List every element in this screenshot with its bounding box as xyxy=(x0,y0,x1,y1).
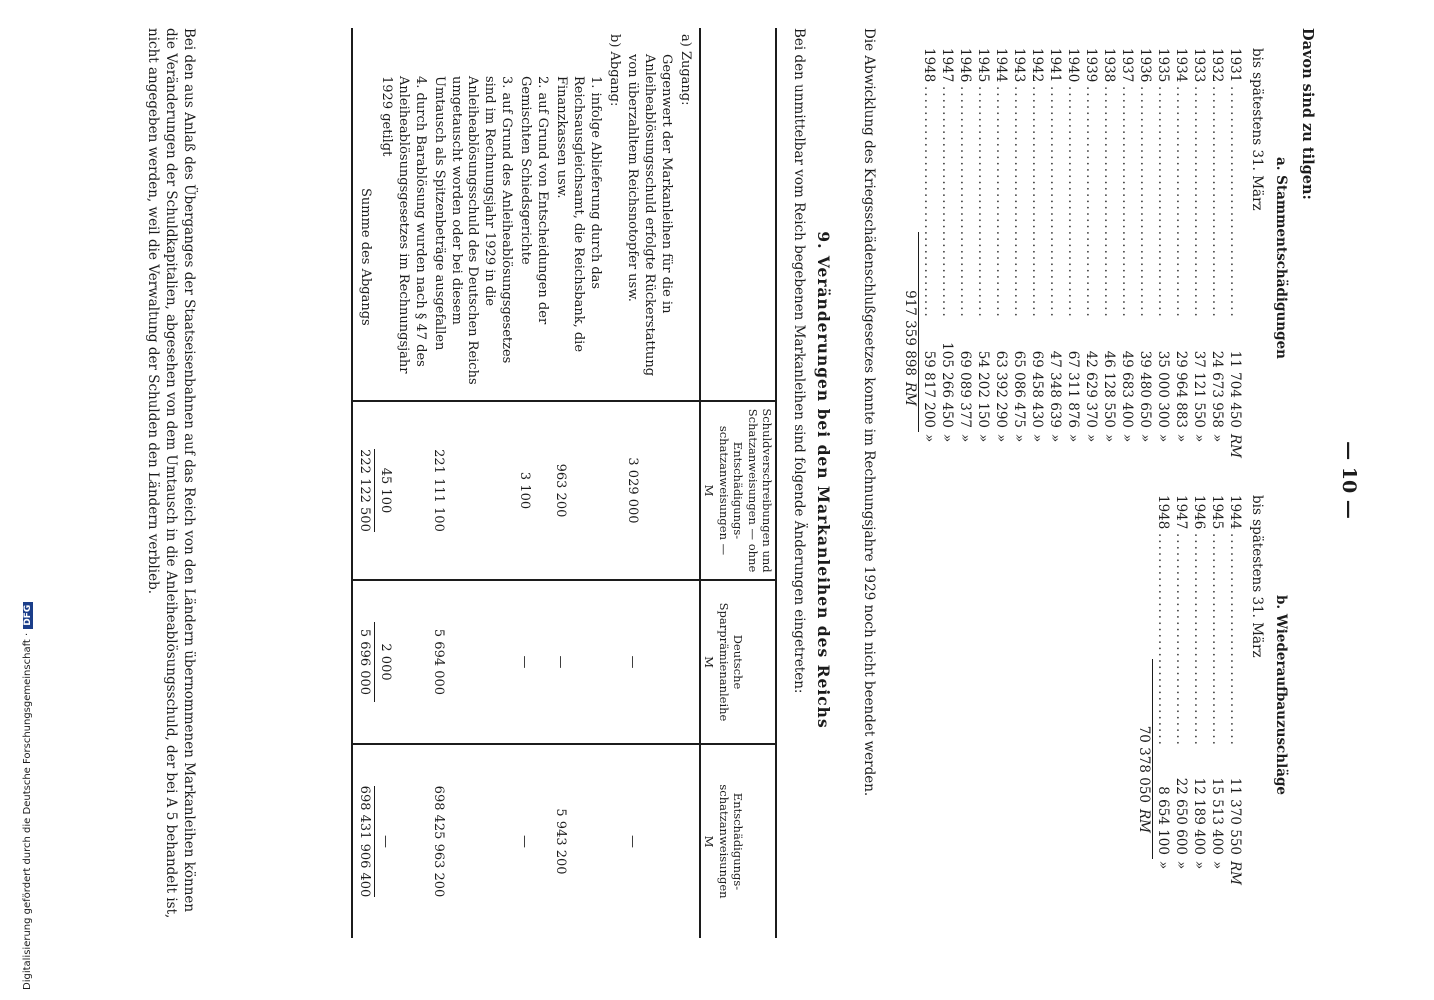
stammentschaedigungen-column xyxy=(898,48,1289,468)
abgang-item-text: auf Grund von Entscheidungen der Gemischten Schiedsgerichte xyxy=(518,76,550,325)
unit: » xyxy=(993,434,1010,443)
amount: 67 311 876 xyxy=(1065,350,1082,428)
year: 1945 xyxy=(975,48,992,83)
section-title: 9. Veränderungen bei den Markanleihen des Reichs xyxy=(814,231,833,729)
abgang-c3: 698 425 963 200 xyxy=(429,744,515,938)
leader-dots xyxy=(1226,86,1244,320)
zugang-label-row xyxy=(675,28,700,938)
amount: 63 392 290 xyxy=(993,350,1010,428)
zugang-c3: — xyxy=(623,744,676,938)
page-number: — 10 — xyxy=(1338,441,1360,519)
empty-cell xyxy=(604,401,623,580)
abgang-item-label xyxy=(429,28,515,401)
year-row xyxy=(955,48,973,468)
final-paragraph: Bei den aus Anlaß des Überganges der Staatseisenbahnen auf das Reich von den Ländern übernommenen Markanleihen können die Veränderungen der Schuldkapitalien, abgesehen von dem Umtausch in die Anleiheablösungsschuld, der bei A 5 behandelt ist, nicht angegeben werden, weil die Verwaltung der Schulden den Ländern verblieb. xyxy=(145,28,197,919)
abgang-row xyxy=(551,28,604,938)
empty-cell xyxy=(675,744,700,938)
year-row xyxy=(937,48,955,468)
header-c3-unit: M xyxy=(702,835,717,848)
abgang-items xyxy=(376,28,604,938)
leader-dots xyxy=(974,86,992,320)
leader-dots xyxy=(992,86,1010,320)
year-row xyxy=(1009,48,1027,468)
year: 1946 xyxy=(1191,495,1208,530)
year-row xyxy=(1135,48,1153,468)
section-intro: Bei den unmittelbar vom Reich begebenen Markanleihen sind folgende Änderungen eingetreten: xyxy=(791,28,807,694)
leader-dots xyxy=(1190,86,1208,320)
year-row xyxy=(1027,48,1045,468)
year: 1938 xyxy=(1101,48,1118,83)
unit: » xyxy=(1137,434,1154,443)
unit: » xyxy=(921,434,938,443)
year-row xyxy=(1189,495,1207,895)
year: 1933 xyxy=(1191,48,1208,83)
sum-c3-cell xyxy=(352,744,376,938)
abgang-label: b) Abgang: xyxy=(606,34,622,107)
leader-dots xyxy=(1100,86,1118,320)
leader-dots xyxy=(1118,86,1136,320)
year-row xyxy=(1171,48,1189,468)
sum-row xyxy=(352,28,376,938)
year-row xyxy=(1117,48,1135,468)
year-row xyxy=(1207,48,1225,468)
unit: RM xyxy=(1227,434,1244,458)
abgang-item-number: 1. xyxy=(587,76,603,89)
amount: 47 348 639 xyxy=(1047,350,1064,428)
unit: » xyxy=(1173,434,1190,443)
empty-cell xyxy=(675,580,700,744)
abgang-item-number: 3. xyxy=(499,76,515,89)
abgang-c1: 3 100 xyxy=(515,401,551,580)
abgang-item-number: 2. xyxy=(535,76,550,89)
unit: » xyxy=(939,434,956,443)
year: 1943 xyxy=(1011,48,1028,83)
sum-c2: 5 696 000 xyxy=(356,622,375,702)
leader-dots xyxy=(1172,533,1190,747)
year: 1948 xyxy=(921,48,938,83)
abgang-c2: 5 694 000 xyxy=(429,580,515,744)
unit: » xyxy=(1047,434,1064,443)
year-row xyxy=(1045,48,1063,468)
amount: 35 000 300 xyxy=(1155,350,1172,428)
col-a-total-row xyxy=(898,232,919,432)
leader-dots xyxy=(1136,86,1154,320)
amount: 46 128 550 xyxy=(1101,350,1118,428)
year: 1945 xyxy=(1209,495,1226,530)
year: 1934 xyxy=(1173,48,1190,83)
year-row xyxy=(1171,495,1189,895)
year-row xyxy=(1081,48,1099,468)
header-c1 xyxy=(700,401,776,580)
sum-c1-cell xyxy=(352,401,376,580)
zugang-label: a) Zugang: xyxy=(678,34,694,106)
empty-cell xyxy=(604,580,623,744)
leader-dots xyxy=(1226,533,1244,747)
empty-cell xyxy=(675,401,700,580)
abgang-item-text: auf Grund des Anleiheablösungsgesetzes sind im Rechnungsjahr 1929 in die Anleiheablösungsschuld des Deutschen Reichs umgetauscht worden oder bei diesem Umtausch als Spitzenbeträge ausgefallen xyxy=(431,76,515,385)
abwicklung-paragraph: Die Abwicklung des Kriegsschädenschlußgesetzes konnte im Rechnungsjahre 1929 noch nicht beendet werden. xyxy=(861,28,877,797)
col-a-total-unit: RM xyxy=(902,382,919,406)
amount: 69 458 430 xyxy=(1029,350,1046,428)
leader-dots xyxy=(1028,86,1046,320)
amount: 22 650 600 xyxy=(1173,777,1190,855)
unit: » xyxy=(1011,434,1028,443)
col-b-total-row xyxy=(1132,659,1153,859)
header-c3-text: Entschädigungs-schatzanweisungen xyxy=(716,784,746,899)
unit: » xyxy=(957,434,974,443)
amount: 65 086 475 xyxy=(1011,350,1028,428)
abgang-c2: — xyxy=(515,580,551,744)
abgang-c1: 221 111 100 xyxy=(429,401,515,580)
unit: » xyxy=(1155,861,1172,870)
amount: 11 704 450 xyxy=(1227,350,1244,428)
amount: 24 673 958 xyxy=(1209,350,1226,428)
abgang-row xyxy=(515,28,551,938)
amount: 12 189 400 xyxy=(1191,777,1208,855)
amount: 15 513 400 xyxy=(1209,777,1226,855)
year: 1935 xyxy=(1155,48,1172,83)
abgang-item-number: 4. xyxy=(412,76,428,89)
abgang-c3: 5 943 200 xyxy=(551,744,604,938)
year-row xyxy=(1189,48,1207,468)
year: 1941 xyxy=(1047,48,1064,83)
year-row xyxy=(1153,495,1171,895)
year: 1947 xyxy=(1173,495,1190,530)
abgang-c1: 45 100 xyxy=(376,401,429,580)
abgang-c1: 963 200 xyxy=(551,401,604,580)
abgang-item-label xyxy=(551,28,604,401)
header-c2-text: Deutsche Sparprämienanleihe xyxy=(716,602,746,722)
sum-c1: 222 122 500 xyxy=(356,449,375,532)
year: 1944 xyxy=(993,48,1010,83)
header-c2 xyxy=(700,580,776,744)
unit: » xyxy=(1209,861,1226,870)
leader-dots xyxy=(1082,86,1100,320)
year: 1931 xyxy=(1227,48,1244,83)
abgang-label-row xyxy=(604,28,623,938)
leader-dots xyxy=(1208,533,1226,747)
col-b-rows xyxy=(1153,495,1243,895)
leader-dots xyxy=(956,86,974,320)
unit: » xyxy=(1191,861,1208,870)
abgang-item-label xyxy=(515,28,551,401)
amount: 39 480 650 xyxy=(1137,350,1154,428)
sum-c2-cell xyxy=(352,580,376,744)
year-row xyxy=(973,48,991,468)
leader-dots xyxy=(938,86,956,320)
leader-dots xyxy=(1154,86,1172,320)
dfg-logo: DFG xyxy=(23,602,33,629)
unit: » xyxy=(975,434,992,443)
leader-dots xyxy=(1064,86,1082,320)
table-header-row xyxy=(700,28,776,938)
year-row xyxy=(1153,48,1171,468)
intro-heading: Davon sind zu tilgen: xyxy=(1299,28,1316,200)
leader-dots xyxy=(1208,86,1226,320)
year: 1948 xyxy=(1155,495,1172,530)
rotated-document-page xyxy=(67,0,1367,960)
col-b-total: 70 378 050 xyxy=(1136,725,1153,803)
markanleihen-changes-table xyxy=(351,28,777,938)
abgang-c2: 2 000 xyxy=(376,580,429,744)
year-row xyxy=(1207,495,1225,895)
col-a-rows xyxy=(919,48,1243,468)
header-label-cell xyxy=(700,28,776,401)
unit: » xyxy=(1029,434,1046,443)
amount: 29 964 883 xyxy=(1173,350,1190,428)
year-row xyxy=(919,48,937,468)
col-a-total: 917 359 898 xyxy=(902,290,919,376)
year: 1937 xyxy=(1119,48,1136,83)
unit: » xyxy=(1155,434,1172,443)
header-c1-unit: M xyxy=(702,484,717,497)
unit: » xyxy=(1065,434,1082,443)
abgang-row xyxy=(376,28,429,938)
header-c3 xyxy=(700,744,776,938)
year: 1946 xyxy=(957,48,974,83)
unit: » xyxy=(1083,434,1100,443)
empty-cell xyxy=(604,744,623,938)
col-b-subtitle: bis spätestens 31. März xyxy=(1249,495,1266,658)
year: 1947 xyxy=(939,48,956,83)
abgang-item-text: infolge Ablieferung durch das Reichsausgleichsamt, die Reichsbank, die Finanzkassen usw. xyxy=(553,76,603,353)
zugang-row xyxy=(623,28,676,938)
abgang-c3: — xyxy=(515,744,551,938)
leader-dots xyxy=(1154,533,1172,747)
col-a-title: a. Stammentschädigungen xyxy=(1273,157,1289,359)
amount: 49 683 400 xyxy=(1119,350,1136,428)
wiederaufbauzuschlaege-column xyxy=(1132,495,1289,895)
amount: 8 654 100 xyxy=(1155,786,1172,855)
unit: » xyxy=(1173,861,1190,870)
zugang-text: Gegenwert der Markanleihen für die in Anleiheablösungsschuld erfolgte Rückerstattung von überzahltem Reichsnotopfer usw. xyxy=(625,54,675,377)
leader-dots xyxy=(1010,86,1028,320)
year-row xyxy=(1099,48,1117,468)
year: 1939 xyxy=(1083,48,1100,83)
sum-c3: 698 431 906 400 xyxy=(356,786,375,898)
year-row xyxy=(1225,48,1243,468)
year-row xyxy=(1063,48,1081,468)
abgang-row xyxy=(429,28,515,938)
unit: » xyxy=(1101,434,1118,443)
col-a-subtitle: bis spätestens 31. März xyxy=(1249,48,1266,211)
zugang-c1: 3 029 000 xyxy=(623,401,676,580)
leader-dots xyxy=(1046,86,1064,320)
year-row xyxy=(1225,495,1243,895)
unit: » xyxy=(1119,434,1136,443)
abgang-item-text: durch Barablösung wurden nach § 47 des Anleiheablösungsgesetzes im Rechnungsjahr 1929 getilgt xyxy=(378,76,428,374)
abgang-c3: — xyxy=(376,744,429,938)
amount: 105 266 450 xyxy=(939,342,956,428)
year: 1932 xyxy=(1209,48,1226,83)
leader-dots xyxy=(920,86,938,320)
credit-text: Digitalisierung gefördert durch die Deutsche Forschungsgemeinschaft · xyxy=(22,632,33,990)
amount: 11 370 550 xyxy=(1227,777,1244,855)
year-row xyxy=(991,48,1009,468)
leader-dots xyxy=(1172,86,1190,320)
amount: 59 817 200 xyxy=(921,350,938,428)
year: 1944 xyxy=(1227,495,1244,530)
amount: 42 629 370 xyxy=(1083,350,1100,428)
unit: » xyxy=(1191,434,1208,443)
unit: » xyxy=(1209,434,1226,443)
header-c1-text: Schuldverschreibungen und Schatzanweisungen — ohne Entschädigungs-schatzanweisungen — xyxy=(716,408,774,573)
year: 1942 xyxy=(1029,48,1046,83)
abgang-item-label xyxy=(376,28,429,401)
amount: 69 089 377 xyxy=(957,350,974,428)
year: 1940 xyxy=(1065,48,1082,83)
unit: RM xyxy=(1227,861,1244,885)
year: 1936 xyxy=(1137,48,1154,83)
col-b-total-unit: RM xyxy=(1136,809,1153,833)
sum-label: Summe des Abgangs xyxy=(352,28,376,401)
amount: 37 121 550 xyxy=(1191,350,1208,428)
amount: 54 202 150 xyxy=(975,350,992,428)
digitization-credit xyxy=(22,602,33,990)
col-b-title: b. Wiederaufbauzuschläge xyxy=(1273,594,1289,795)
header-c2-unit: M xyxy=(702,656,717,668)
zugang-c2: — xyxy=(623,580,676,744)
abgang-c2: — xyxy=(551,580,604,744)
leader-dots xyxy=(1190,533,1208,747)
